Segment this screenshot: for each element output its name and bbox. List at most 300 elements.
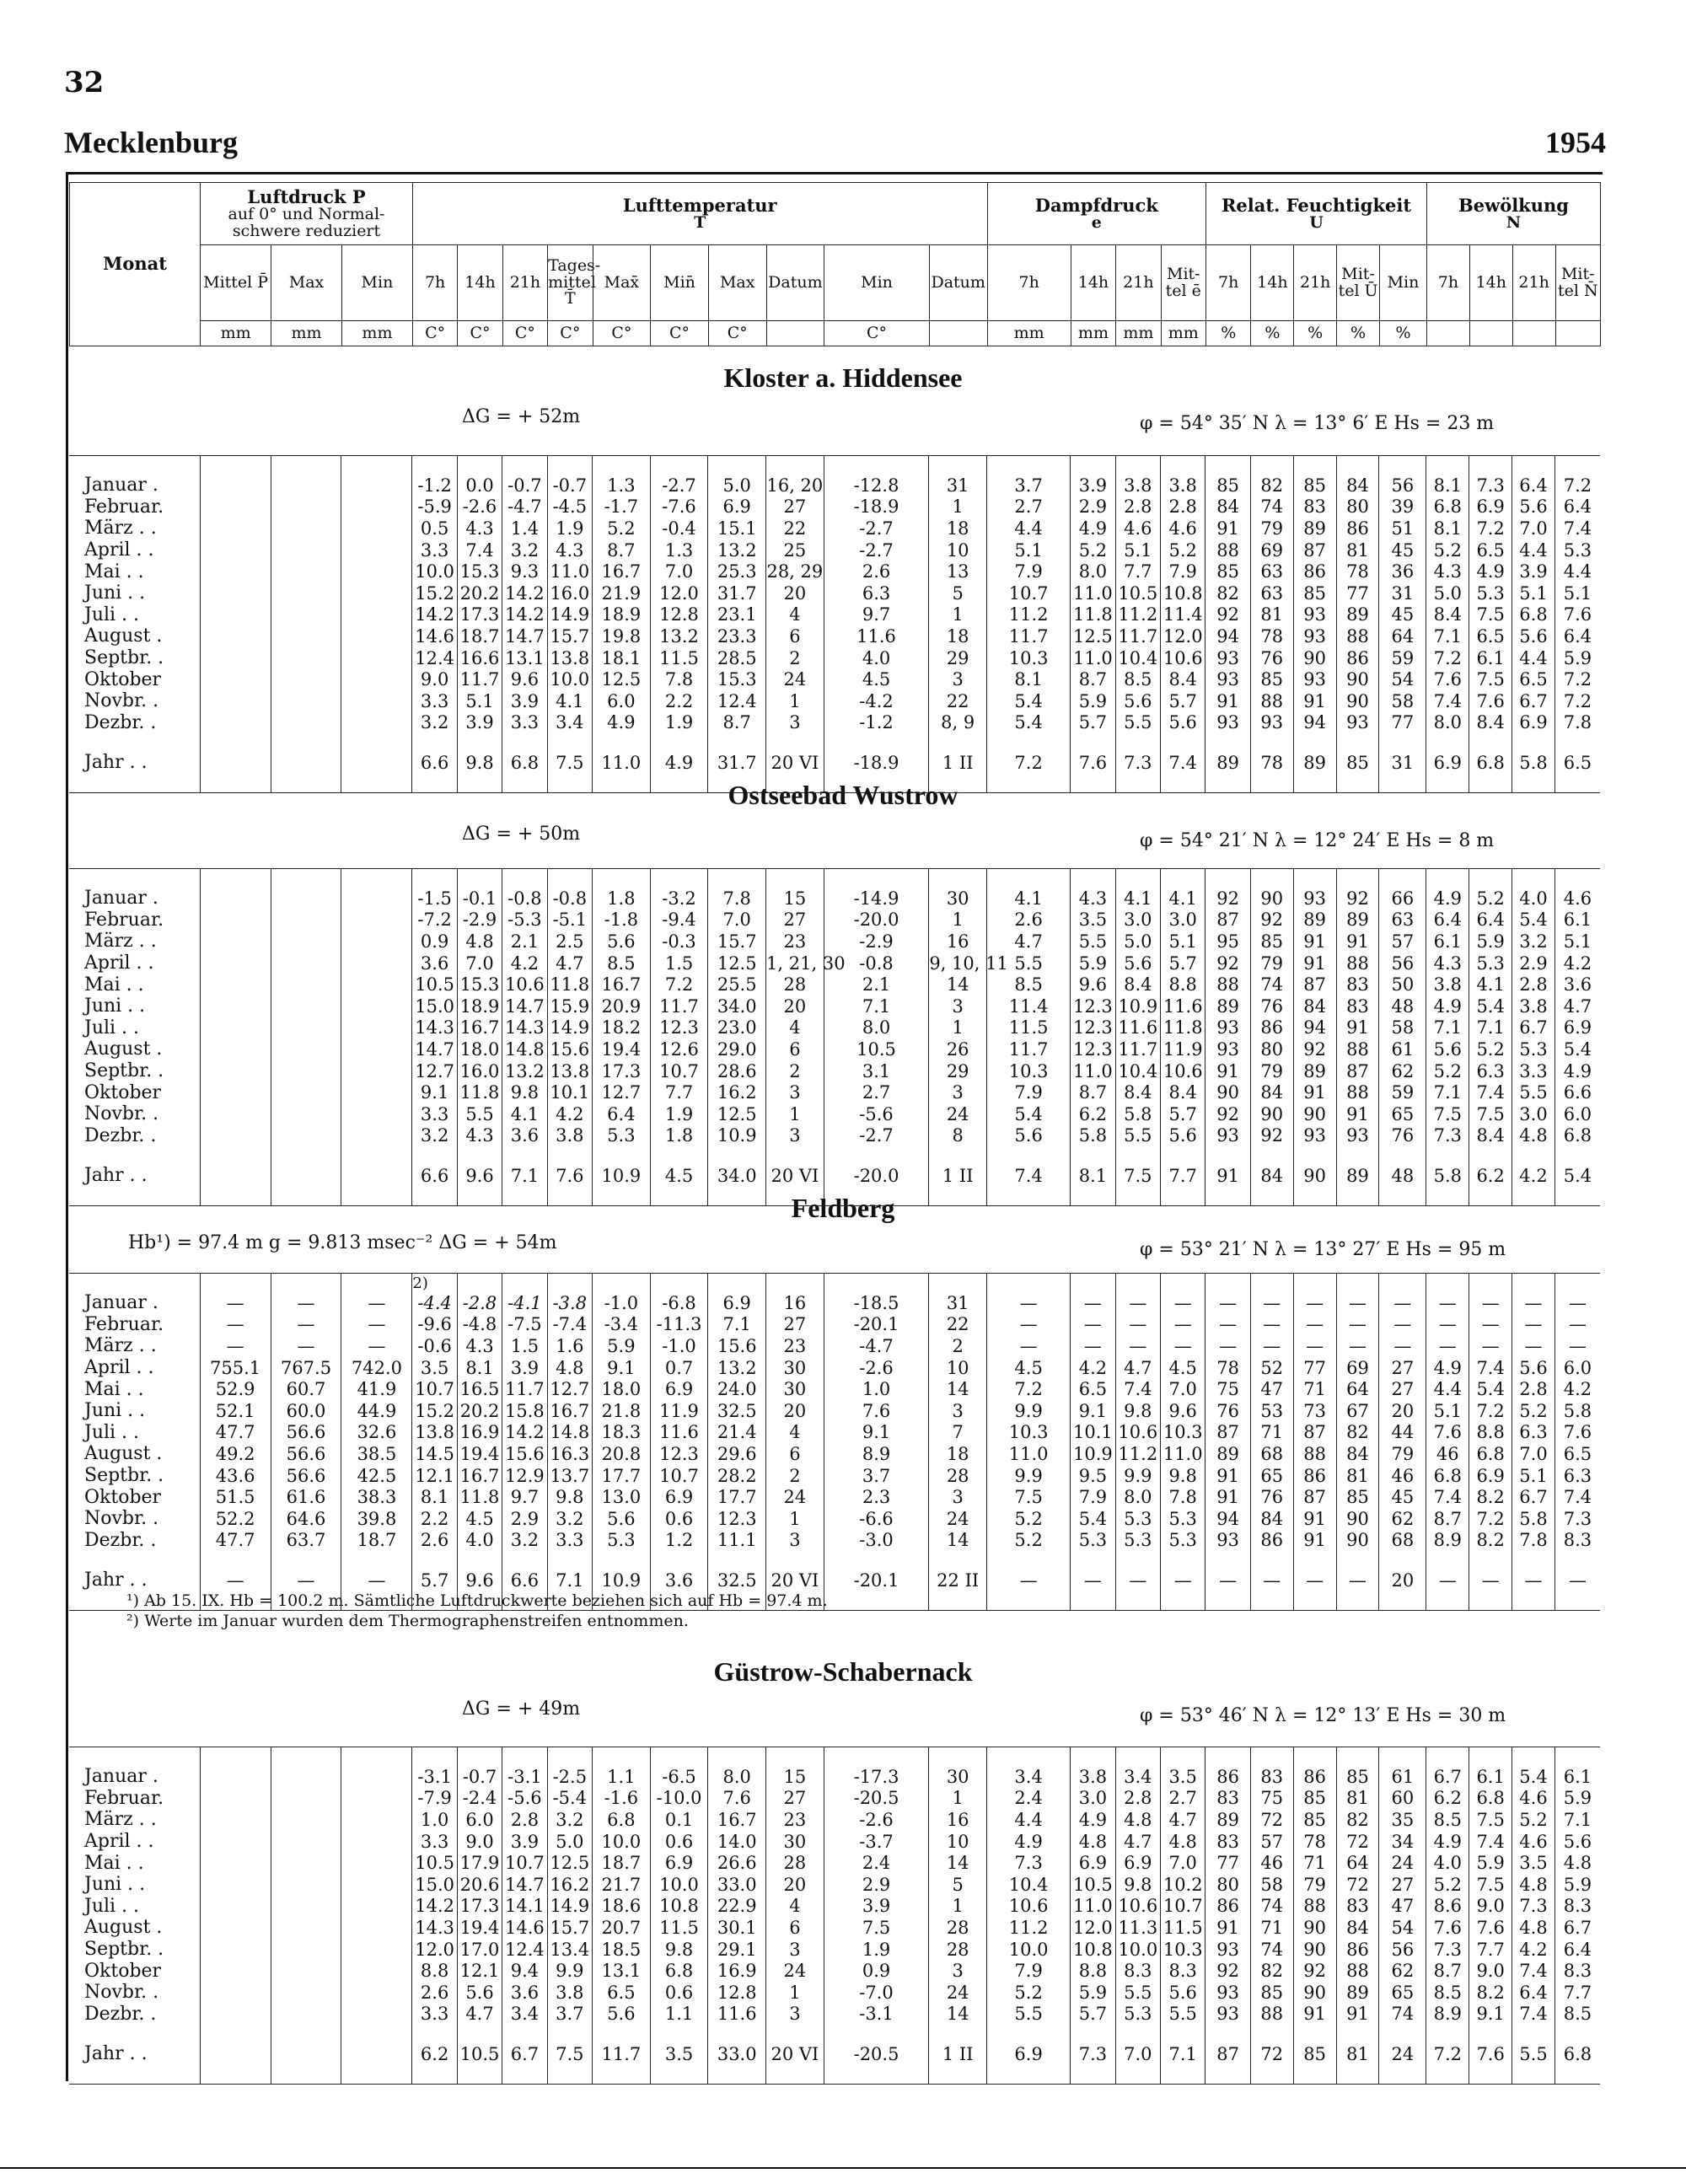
cell-u-21h: 94	[1293, 712, 1336, 734]
cell-u-7h: 93	[1205, 1017, 1250, 1039]
cell-p-min	[341, 1982, 412, 2004]
cell-p-max	[271, 625, 341, 647]
cell-n-7h: —	[1426, 1570, 1469, 1591]
cell-u-mean: 72	[1336, 1831, 1379, 1853]
cell-n-14h: 6.2	[1469, 1165, 1512, 1187]
cell-t-max: 31.7	[708, 582, 766, 604]
col-header-p-mean: Mittel P̄	[201, 245, 271, 321]
cell-t-21h: 14.7	[502, 1874, 547, 1896]
cell-e-mean: 7.0	[1161, 1378, 1205, 1400]
cell-u-min: 65	[1379, 1982, 1426, 2004]
cell-u-min: 58	[1379, 1017, 1426, 1039]
cell-u-mean: 90	[1336, 1508, 1379, 1530]
cell-e-mean: 5.7	[1161, 1103, 1205, 1125]
cell-t-mean-min: 6.9	[650, 1486, 708, 1508]
cell-t-min-date: 5	[929, 582, 987, 604]
spacer-cell	[987, 869, 1071, 888]
cell-n-mean: 6.5	[1554, 1443, 1600, 1465]
cell-e-21h: 4.7	[1115, 1831, 1160, 1853]
cell-e-mean: 7.9	[1161, 561, 1205, 582]
cell-n-7h: 7.1	[1426, 625, 1469, 647]
spacer-cell	[1205, 1551, 1250, 1570]
cell-p-max: 56.6	[271, 1465, 341, 1487]
cell-e-21h: 9.9	[1115, 1465, 1160, 1487]
cell-t-min: -4.7	[824, 1335, 929, 1357]
cell-t-min-date: 1 II	[929, 2043, 987, 2065]
cell-n-14h: 6.8	[1469, 1443, 1512, 1465]
cell-u-min: 48	[1379, 1165, 1426, 1187]
spacer-cell	[271, 1274, 341, 1293]
cell-t-21h: 9.8	[502, 1081, 547, 1103]
cell-t-14h: -0.7	[457, 1766, 502, 1788]
cell-t-21h: 3.9	[502, 1831, 547, 1853]
station-gravity: ΔG = + 52m	[462, 406, 581, 427]
cell-u-14h: 76	[1250, 1486, 1293, 1508]
cell-t-max-date: 20 VI	[766, 752, 824, 774]
month-label: Juli . .	[84, 604, 140, 625]
cell-t-7h: 14.3	[412, 1017, 457, 1039]
cell-e-mean: 11.8	[1161, 1017, 1205, 1039]
spacer-cell	[412, 1747, 457, 1767]
spacer-cell	[271, 1747, 341, 1767]
cell-t-mean-max: 18.7	[593, 1852, 651, 1874]
cell-n-21h: 5.4	[1512, 910, 1555, 931]
table-row	[69, 1314, 1600, 1336]
cell-t-7h: 14.3	[412, 1917, 457, 1939]
cell-t-mean-max: 6.0	[593, 690, 651, 712]
unit-t-min: C°	[824, 321, 930, 346]
temp-title: Lufttemperatur	[622, 194, 777, 216]
cell-t-max-date: 3	[766, 2004, 824, 2026]
cell-e-14h: 12.0	[1071, 1917, 1115, 1939]
cell-t-14h: 18.7	[457, 625, 502, 647]
cell-t-max-date: 30	[766, 1378, 824, 1400]
vapour-symbol: e	[1091, 212, 1102, 232]
cell-u-7h: 87	[1205, 1422, 1250, 1444]
cell-e-14h: 9.1	[1071, 1400, 1115, 1422]
cell-n-14h: 7.4	[1469, 1831, 1512, 1853]
spacer-cell	[457, 1551, 502, 1570]
cell-t-max-date: 27	[766, 910, 824, 931]
cell-u-14h: 74	[1250, 1896, 1293, 1918]
cell-n-mean: —	[1554, 1314, 1600, 1336]
cell-t-14h: 16.9	[457, 1422, 502, 1444]
cell-n-mean: —	[1554, 1570, 1600, 1591]
cell-u-min: 76	[1379, 1125, 1426, 1147]
cell-t-min: -2.7	[824, 539, 929, 561]
cell-e-7h: 2.4	[987, 1788, 1071, 1810]
cell-u-14h: 58	[1250, 1874, 1293, 1896]
table-row	[69, 1982, 1600, 2004]
cell-u-min: 65	[1379, 1103, 1426, 1125]
cell-u-mean: 90	[1336, 668, 1379, 690]
cell-e-21h: 11.7	[1115, 1038, 1160, 1060]
cell-u-7h: 93	[1205, 1530, 1250, 1552]
month-label: Septbr. .	[84, 647, 164, 669]
cell-t-max: 12.3	[708, 1508, 766, 1530]
cell-u-min: —	[1379, 1314, 1426, 1336]
table-row	[69, 1292, 1600, 1314]
cell-u-min: 79	[1379, 1443, 1426, 1465]
cell-u-21h: 93	[1293, 668, 1336, 690]
cell-p-mean	[200, 1165, 271, 1187]
cell-u-21h: 77	[1293, 1357, 1336, 1379]
cell-e-mean: 7.8	[1161, 1486, 1205, 1508]
cell-t-mean-max: 1.3	[593, 475, 651, 496]
spacer-cell	[1469, 456, 1512, 475]
spacer-cell	[1379, 2025, 1426, 2043]
col-header-t-daily-mean: Tages-mittel T̄	[548, 245, 593, 321]
cell-t-max: 28.2	[708, 1465, 766, 1487]
cell-e-mean: 5.7	[1161, 952, 1205, 974]
cell-n-21h: 4.0	[1512, 888, 1555, 910]
cell-n-mean: 7.4	[1554, 518, 1600, 539]
cell-n-21h: 3.5	[1512, 1852, 1555, 1874]
cell-n-mean: 5.4	[1554, 1038, 1600, 1060]
cell-t-21h: 3.6	[502, 1125, 547, 1147]
cell-t-14h: 16.0	[457, 1060, 502, 1082]
cell-t-min: -17.3	[824, 1766, 929, 1788]
spacer-cell	[547, 1274, 592, 1293]
cell-t-mean-min: 3.6	[650, 1570, 708, 1591]
cell-n-14h: 7.2	[1469, 1400, 1512, 1422]
cell-t-min-date: 3	[929, 1081, 987, 1103]
cell-e-7h: 6.9	[987, 2043, 1071, 2065]
cell-e-7h: 5.2	[987, 1508, 1071, 1530]
spacer-cell	[824, 733, 929, 752]
cell-e-7h: 4.5	[987, 1357, 1071, 1379]
cell-p-max	[271, 995, 341, 1017]
cell-e-mean: 5.2	[1161, 539, 1205, 561]
cell-e-mean: 2.8	[1161, 496, 1205, 518]
cell-n-7h: 4.9	[1426, 1357, 1469, 1379]
cell-t-mean-min: 12.0	[650, 582, 708, 604]
cell-u-min: 27	[1379, 1357, 1426, 1379]
cell-t-21h: 9.7	[502, 1486, 547, 1508]
cell-e-7h: 10.6	[987, 1896, 1071, 1918]
cell-t-14h: 4.8	[457, 931, 502, 952]
col-header-u-21h: 21h	[1294, 245, 1337, 321]
month-label: Februar.	[84, 1787, 164, 1809]
cell-u-mean: 83	[1336, 1896, 1379, 1918]
cell-u-min: 45	[1379, 604, 1426, 626]
cell-t-max-date: 20	[766, 995, 824, 1017]
cell-p-max: —	[271, 1570, 341, 1591]
cell-e-7h: 5.6	[987, 1125, 1071, 1147]
cell-t-21h: 14.2	[502, 604, 547, 626]
cell-p-min	[341, 712, 412, 734]
spacer-cell	[341, 1747, 412, 1767]
cell-n-21h: 5.1	[1512, 1465, 1555, 1487]
cell-u-14h: 47	[1250, 1378, 1293, 1400]
cell-n-mean: 7.2	[1554, 690, 1600, 712]
cell-t-mean-max: -1.6	[593, 1788, 651, 1810]
cell-u-mean: 64	[1336, 1378, 1379, 1400]
spacer-cell	[650, 1146, 708, 1165]
cell-t-max-date: 25	[766, 539, 824, 561]
cell-t-min-date: 3	[929, 1960, 987, 1982]
cell-n-14h: 4.9	[1469, 561, 1512, 582]
cell-n-14h: 6.5	[1469, 625, 1512, 647]
month-label: Mai . .	[84, 1378, 144, 1400]
spacer-cell	[824, 1274, 929, 1293]
cell-t-max-date: 2	[766, 647, 824, 669]
cell-t-max-date: 3	[766, 712, 824, 734]
cell-t-7h: -4.4	[412, 1292, 457, 1314]
cell-t-min-date: 14	[929, 974, 987, 995]
table-row	[69, 974, 1600, 995]
spacer-cell	[69, 869, 200, 888]
cell-t-min: -5.6	[824, 1103, 929, 1125]
cell-t-mean-min: 1.8	[650, 1125, 708, 1147]
cell-p-mean	[200, 995, 271, 1017]
cell-u-14h: 76	[1250, 995, 1293, 1017]
cell-e-mean: 7.4	[1161, 752, 1205, 774]
spacer-cell	[987, 2065, 1071, 2085]
cell-t-14h: 11.8	[457, 1081, 502, 1103]
cell-u-mean: 78	[1336, 561, 1379, 582]
cell-u-21h: 93	[1293, 888, 1336, 910]
cell-e-mean: 5.6	[1161, 1125, 1205, 1147]
cell-u-mean: 91	[1336, 2004, 1379, 2026]
cell-t-min-date: 22	[929, 1314, 987, 1336]
cell-p-mean	[200, 1960, 271, 1982]
cell-p-max	[271, 931, 341, 952]
cell-p-min	[341, 539, 412, 561]
cell-u-21h: 87	[1293, 539, 1336, 561]
cell-u-21h: 89	[1293, 910, 1336, 931]
cell-e-7h: —	[987, 1335, 1071, 1357]
cell-u-min: 44	[1379, 1422, 1426, 1444]
cell-u-7h: 93	[1205, 2004, 1250, 2026]
spacer-cell	[1512, 456, 1555, 475]
cell-u-min: 24	[1379, 2043, 1426, 2065]
cell-e-14h: 5.7	[1071, 2004, 1115, 2026]
month-label: Juni . .	[84, 582, 146, 604]
spacer-cell	[1426, 2065, 1469, 2085]
cell-u-21h: 85	[1293, 582, 1336, 604]
cell-e-7h: 5.4	[987, 690, 1071, 712]
cell-t-min-date: 3	[929, 668, 987, 690]
cell-u-7h: 91	[1205, 1165, 1250, 1187]
cell-n-21h: 4.8	[1512, 1874, 1555, 1896]
cell-p-mean	[200, 604, 271, 626]
spacer-cell	[271, 2065, 341, 2085]
cell-e-7h: 5.1	[987, 539, 1071, 561]
spacer-cell	[457, 2025, 502, 2043]
cell-n-21h: 4.6	[1512, 1788, 1555, 1810]
spacer-cell	[929, 1591, 987, 1611]
spacer-cell	[1512, 1591, 1555, 1611]
cell-n-mean: 6.3	[1554, 1465, 1600, 1487]
cell-t-mean-min: -0.4	[650, 518, 708, 539]
station-title: Ostseebad Wustrow	[728, 780, 958, 810]
cell-t-min: 4.5	[824, 668, 929, 690]
cell-t-mean-max: 5.6	[593, 931, 651, 952]
cell-n-mean: 8.3	[1554, 1960, 1600, 1982]
spacer-cell	[341, 1146, 412, 1165]
cell-e-mean: 12.0	[1161, 625, 1205, 647]
cell-e-14h: 3.0	[1071, 1788, 1115, 1810]
cell-t-min: -12.8	[824, 475, 929, 496]
cell-u-7h: 92	[1205, 888, 1250, 910]
cell-e-21h: 5.3	[1115, 1530, 1160, 1552]
cell-n-21h: 3.0	[1512, 1103, 1555, 1125]
month-label: Juni . .	[84, 1400, 146, 1422]
cell-t-7h: 2.2	[412, 1508, 457, 1530]
cell-e-7h: 5.4	[987, 1103, 1071, 1125]
cell-e-7h: 5.4	[987, 712, 1071, 734]
cell-t-14h: 12.1	[457, 1960, 502, 1982]
spacer-cell	[1554, 1551, 1600, 1570]
spacer-cell	[766, 1146, 824, 1165]
spacer-cell	[412, 1551, 457, 1570]
cell-u-mean: 88	[1336, 952, 1379, 974]
cell-n-14h: 7.4	[1469, 1357, 1512, 1379]
cell-u-min: 51	[1379, 518, 1426, 539]
spacer-cell	[1161, 456, 1205, 475]
cell-t-14h: 8.1	[457, 1357, 502, 1379]
table-row	[69, 690, 1600, 712]
cell-e-21h: 11.2	[1115, 1443, 1160, 1465]
spacer-cell	[1512, 1747, 1555, 1767]
cell-p-min	[341, 1852, 412, 1874]
cell-n-14h: 5.4	[1469, 995, 1512, 1017]
month-label: Mai . .	[84, 561, 144, 582]
cell-e-7h: 2.7	[987, 496, 1071, 518]
cell-e-21h: 5.8	[1115, 1103, 1160, 1125]
cell-u-7h: 89	[1205, 1443, 1250, 1465]
cell-t-7h: 9.0	[412, 668, 457, 690]
cell-u-14h: 53	[1250, 1400, 1293, 1422]
cell-t-max-date: 2	[766, 1465, 824, 1487]
spacer-cell	[1336, 1747, 1379, 1767]
cell-t-min-date: 1	[929, 496, 987, 518]
cell-u-7h: 95	[1205, 931, 1250, 952]
cell-t-daily-mean: 3.4	[547, 712, 592, 734]
cell-e-7h: 11.5	[987, 1017, 1071, 1039]
spacer-cell	[1250, 2025, 1293, 2043]
cell-t-min: 1.0	[824, 1378, 929, 1400]
cell-n-21h: 4.6	[1512, 1831, 1555, 1853]
cell-e-14h: 7.9	[1071, 1486, 1115, 1508]
cell-t-min-date: 2	[929, 1335, 987, 1357]
cell-n-14h: 5.9	[1469, 931, 1512, 952]
cell-n-14h: 6.1	[1469, 647, 1512, 669]
cell-n-mean: 5.8	[1554, 1400, 1600, 1422]
cell-u-14h: 68	[1250, 1443, 1293, 1465]
cell-n-7h: 8.9	[1426, 2004, 1469, 2026]
cell-u-mean: 83	[1336, 974, 1379, 995]
cell-t-max: 28.5	[708, 647, 766, 669]
month-label: August .	[84, 1038, 163, 1060]
cell-t-max: 7.6	[708, 1788, 766, 1810]
cell-t-daily-mean: 7.5	[547, 752, 592, 774]
station-title: Kloster a. Hiddensee	[723, 362, 963, 393]
cell-u-min: 60	[1379, 1788, 1426, 1810]
cell-t-mean-max: 4.9	[593, 712, 651, 734]
cell-n-21h: 5.5	[1512, 1081, 1555, 1103]
cell-e-14h: 3.8	[1071, 1766, 1115, 1788]
cell-n-mean: 8.5	[1554, 2004, 1600, 2026]
spacer-cell	[502, 2065, 547, 2085]
cell-e-7h: 11.7	[987, 1038, 1071, 1060]
cell-t-21h: -5.6	[502, 1788, 547, 1810]
cell-u-mean: 91	[1336, 1103, 1379, 1125]
cell-t-7h: 2.6	[412, 1530, 457, 1552]
cell-t-21h: -3.1	[502, 1766, 547, 1788]
table-row	[69, 1896, 1600, 1918]
cell-t-mean-max: 20.8	[593, 1443, 651, 1465]
cell-e-14h: —	[1071, 1314, 1115, 1336]
cell-n-14h: —	[1469, 1292, 1512, 1314]
table-row	[69, 910, 1600, 931]
cell-u-14h: 79	[1250, 518, 1293, 539]
cell-t-21h: -0.8	[502, 888, 547, 910]
cell-e-7h: 4.7	[987, 931, 1071, 952]
month-label: August .	[84, 625, 163, 647]
cell-u-21h: 90	[1293, 1165, 1336, 1187]
cell-u-14h: 74	[1250, 496, 1293, 518]
spacer-cell	[1554, 1146, 1600, 1165]
cell-t-daily-mean: -5.1	[547, 910, 592, 931]
spacer-cell	[987, 1591, 1071, 1611]
unit-t-daily-mean: C°	[548, 321, 593, 346]
spacer-cell	[1469, 2025, 1512, 2043]
spacer-cell	[1512, 1551, 1555, 1570]
cell-n-14h: 6.1	[1469, 1766, 1512, 1788]
cell-t-mean-min: 12.3	[650, 1443, 708, 1465]
cell-p-max	[271, 2043, 341, 2065]
cell-u-7h: 88	[1205, 539, 1250, 561]
cell-e-14h: 11.0	[1071, 1060, 1115, 1082]
spacer-cell	[929, 2025, 987, 2043]
spacer-cell	[766, 2025, 824, 2043]
cell-t-min: -3.7	[824, 1831, 929, 1853]
cell-t-7h: 13.8	[412, 1422, 457, 1444]
cell-n-7h: 8.4	[1426, 604, 1469, 626]
cell-e-14h: 5.9	[1071, 1982, 1115, 2004]
spacer-cell	[1293, 2065, 1336, 2085]
cell-e-21h: 9.8	[1115, 1874, 1160, 1896]
spacer-cell	[593, 456, 651, 475]
cell-e-14h: 5.5	[1071, 931, 1115, 952]
cell-e-7h: 5.2	[987, 1530, 1071, 1552]
cell-n-21h: 6.8	[1512, 604, 1555, 626]
spacer-cell	[200, 2025, 271, 2043]
cell-u-21h: 87	[1293, 974, 1336, 995]
vapour-header	[987, 183, 1205, 245]
spacer-cell	[69, 1747, 200, 1767]
cell-t-min-date: 1 II	[929, 752, 987, 774]
cell-e-mean: 7.7	[1161, 1165, 1205, 1187]
cell-t-min: 8.9	[824, 1443, 929, 1465]
cell-t-7h: 8.8	[412, 1960, 457, 1982]
cell-t-min: 2.7	[824, 1081, 929, 1103]
cell-e-21h: —	[1115, 1292, 1160, 1314]
spacer-cell	[1426, 869, 1469, 888]
cell-t-max-date: 23	[766, 1809, 824, 1831]
cell-e-14h: 10.5	[1071, 1874, 1115, 1896]
cell-t-max: 6.9	[708, 496, 766, 518]
cell-p-min	[341, 1038, 412, 1060]
cell-n-14h: 8.4	[1469, 712, 1512, 734]
station-gravity: ΔG = + 50m	[462, 824, 581, 845]
cell-e-mean: 10.6	[1161, 1060, 1205, 1082]
cell-n-21h: 7.0	[1512, 1443, 1555, 1465]
cell-u-mean: 81	[1336, 539, 1379, 561]
cell-u-mean: 90	[1336, 690, 1379, 712]
